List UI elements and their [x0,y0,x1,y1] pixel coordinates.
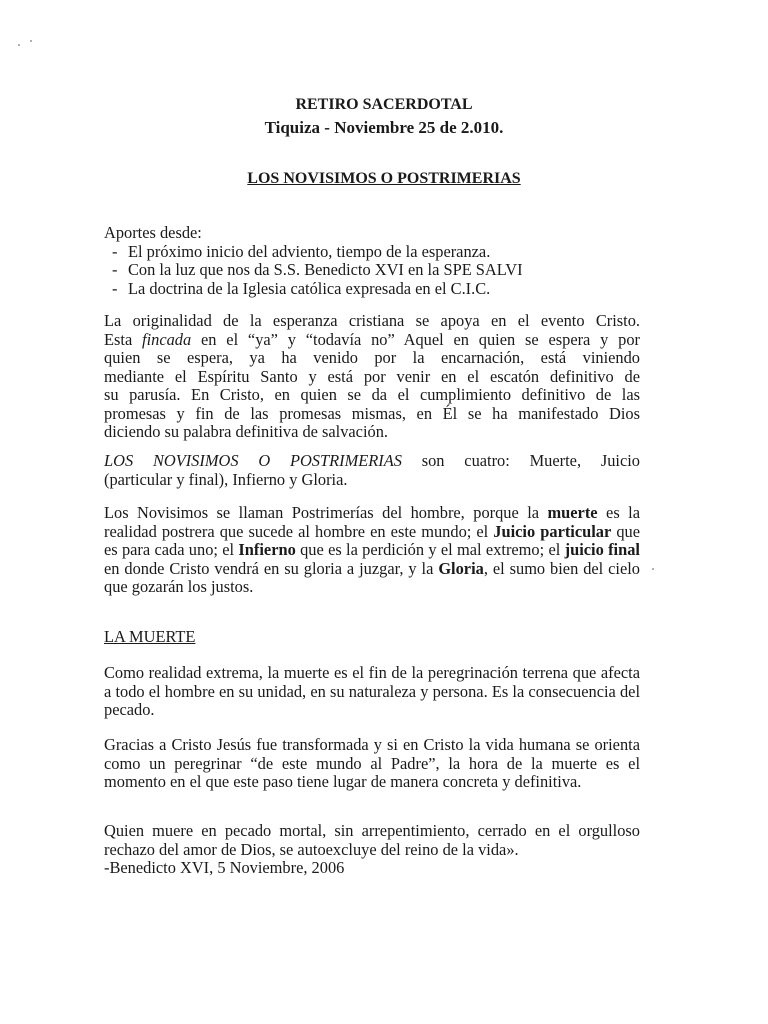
text-span: Los Novisimos se llaman Postrimerías del hombre, porque la [104,503,548,522]
paragraph-esperanza [104,312,640,442]
text-line: quien se espera, ya ha venido por la encarnación, está viniendo [104,348,640,367]
text-line: diciendo su palabra definitiva de salvación. [104,422,389,441]
aportes-list [104,243,640,299]
text-span: Esta [104,329,143,349]
emphasis-novisimos: LOS NOVISIMOS O POSTRIMERIAS [104,451,402,470]
bold-juicio-final: juicio final [564,540,640,559]
text-span: , el sumo bien del cielo que gozarán los justos. [104,558,640,596]
paragraph-muerte-3 [104,822,640,878]
aportes-section [104,224,640,298]
text-span: son cuatro: Muerte, Juicio [401,451,640,470]
text-line: (particular y final), Infierno y Gloria. [104,469,348,489]
document-topic: LOS NOVISIMOS O POSTRIMERIAS [247,170,521,187]
text-span: que es la perdición y el mal extremo; el [295,540,565,559]
bold-gloria: Gloria [438,558,484,578]
text-span: en el “ya” y “todavía no” Aquel en quien se espera y por [191,329,640,349]
list-item: - El próximo inicio del adviento, tiempo de la esperanza. [104,243,640,262]
text-span: en donde Cristo vendrá en su gloria a juzgar, y la [104,558,439,578]
document-subtitle: Tiquiza - Noviembre 25 de 2.010. [264,118,504,137]
bold-infierno: Infierno [238,540,296,559]
list-item: - Con la luz que nos da S.S. Benedicto XVI en la SPE SALVI [104,261,640,280]
quote-source: -Benedicto XVI, 5 Noviembre, 2006 [104,858,345,877]
emphasis-fincada: fincada [142,329,192,349]
text-line: mediante el Espíritu Santo y está por venir en el escatón definitivo de [104,366,640,386]
text-line: La originalidad de la esperanza cristiana se apoya en el evento Cristo. [104,311,640,330]
heading-la-muerte: LA MUERTE [104,627,196,646]
bold-muerte: muerte [547,503,598,522]
scan-speck [30,40,32,42]
text-line: promesas y fin de las promesas mismas, en Él se ha manifestado Dios [104,403,640,423]
paragraph-postrimerias [104,504,640,597]
paragraph-muerte-2: Gracias a Cristo Jesús fue transformada y si en Cristo la vida humana se orienta como un peregrinar “de este mundo al Padre”, la hora de la muerte es el momento en el que este paso tiene lugar de manera concreta y definitiva. [104,735,640,791]
paragraph-muerte-1: Como realidad extrema, la muerte es el fin de la peregrinación terrena que afecta a todo el hombre en su unidad, en su naturaleza y persona. Es la consecuencia del pecado. [104,663,640,719]
bold-juicio-particular: Juicio particular [493,521,612,541]
paragraph-novisimos [104,452,640,489]
scan-speck [18,44,20,46]
quote-text: Quien muere en pecado mortal, sin arrepentimiento, cerrado en el orgulloso rechazo del amor de Dios, se autoexcluye del reino de la vida». [104,821,640,859]
text-line [104,452,640,471]
postrimerias-text [104,504,640,597]
text-span: es la realidad postrera que sucede al hombre en este mundo; el [104,503,640,541]
text-line: su parusía. En Cristo, en quien se da el cumplimiento definitivo de las [104,385,640,404]
text-line [104,331,640,350]
list-item: - La doctrina de la Iglesia católica expresada en el C.I.C. [104,280,640,299]
scan-speck [652,568,654,570]
section-heading-muerte [104,628,640,647]
document-title: RETIRO SACERDOTAL [295,96,473,113]
aportes-intro: Aportes desde: [104,223,202,242]
text-span: que es para cada uno; el [104,521,641,559]
